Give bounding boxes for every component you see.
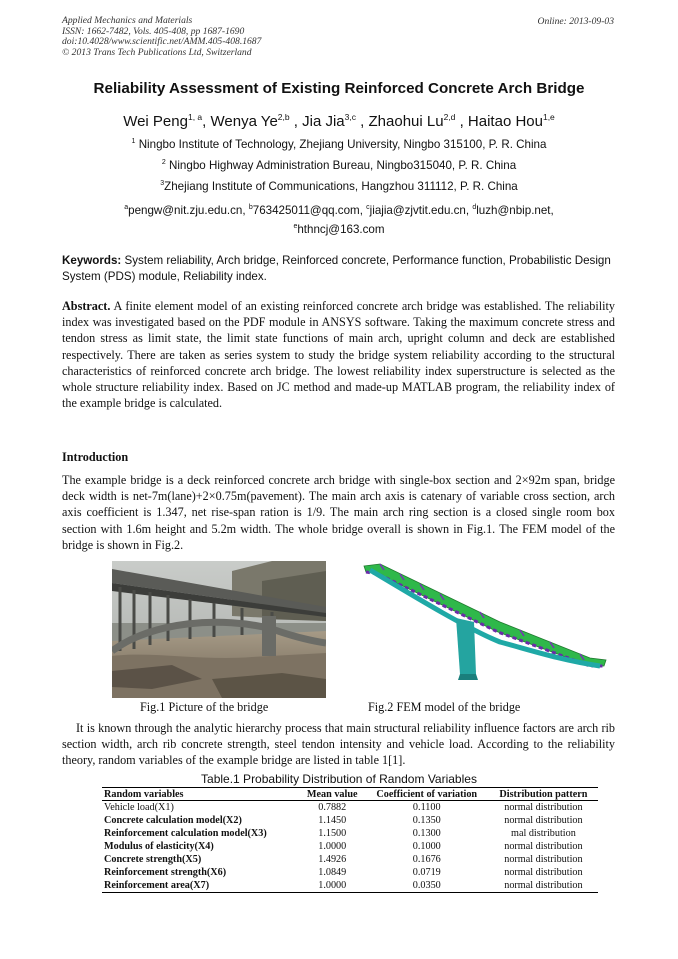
affiliation-text: Ningbo Highway Administration Bureau, Ningbo315040, P. R. China [168, 159, 517, 172]
mean-value: 1.4926 [318, 854, 347, 865]
mean-value: 1.1500 [318, 828, 347, 839]
intro-paragraph-1: The example bridge is a deck reinforced concrete arch bridge with single-box section and 2×92m span, bridge deck width is net-7m(lane)+2×0.75m(pavement). The main arch axis is catenary of variable cross section, arch axis coefficient is 1.347, net rise-span ration is 1/9. The main arch ring section is a closed single room box section with 1.6m height and 5.2m width. The whole bridge overall is shown in Fig.1. The FEM model of the bridge is shown in Fig.2. [62, 473, 615, 552]
keywords-label: Keywords: [62, 254, 122, 267]
paper-title: Reliability Assessment of Existing Reinforced Concrete Arch Bridge [93, 80, 585, 97]
affiliation [0, 159, 678, 172]
variable-name: Concrete calculation model(X2) [104, 815, 242, 826]
journal-header [62, 16, 261, 58]
email-address[interactable]: pengw@nit.zju.edu.cn, [128, 203, 246, 217]
affiliation [0, 138, 678, 151]
distribution-pattern: normal distribution [504, 841, 583, 852]
distribution-pattern: normal distribution [489, 879, 598, 893]
author-sup: 1,e [542, 112, 555, 122]
email-list [80, 200, 598, 238]
coefficient-of-variation: 0.1350 [412, 815, 441, 826]
variable-name: Vehicle load(X1) [104, 802, 174, 813]
table-row [102, 879, 598, 893]
distribution-pattern: mal distribution [511, 828, 576, 839]
table-header: Distribution pattern [489, 788, 598, 801]
variable-name: Reinforcement calculation model(X3) [104, 828, 267, 839]
table-header: Coefficient of variation [365, 788, 489, 801]
variable-name: Modulus of elasticity(X4) [104, 841, 214, 852]
mean-value: 1.0000 [318, 841, 347, 852]
author-name: Jia Jia [302, 113, 345, 130]
copyright-line: © 2013 Trans Tech Publications Ltd, Switzerland [62, 46, 252, 58]
author-sup: 1, a [187, 112, 203, 122]
email-sup: d [472, 204, 477, 211]
doi-line: doi:10.4028/www.scientific.net/AMM.405-408.1687 [62, 36, 262, 48]
email-sup: e [293, 222, 298, 230]
table-row [102, 827, 598, 840]
email-sup: c [366, 204, 370, 211]
table-header: Random variables [102, 788, 300, 801]
affiliation [0, 180, 678, 193]
author-sup: 3,c [344, 112, 356, 122]
affiliation-sup: 1 [131, 138, 136, 146]
fem-model-figure [360, 560, 608, 700]
author-name: Wenya Ye [210, 113, 278, 130]
mean-value: 1.0000 [300, 879, 365, 893]
email-address[interactable]: luzh@nbip.net, [476, 203, 554, 217]
coefficient-of-variation: 0.1100 [412, 802, 441, 813]
affiliation-sup: 3 [160, 180, 165, 188]
abstract-label: Abstract. [62, 299, 111, 313]
table-row [102, 814, 598, 827]
distribution-pattern: normal distribution [504, 802, 583, 813]
coefficient-of-variation: 0.1000 [412, 841, 441, 852]
distribution-pattern: normal distribution [504, 815, 583, 826]
affiliation-sup: 2 [161, 159, 166, 167]
email-sup: a [124, 204, 129, 211]
email-address[interactable]: 763425011@qq.com, [252, 203, 363, 217]
email-address[interactable]: jiajia@zjvtit.edu.cn, [369, 203, 470, 217]
fem-model-image [360, 560, 608, 700]
figure-2-caption: Fig.2 FEM model of the bridge [368, 700, 521, 714]
table-row [102, 801, 598, 815]
keywords-text: System reliability, Arch bridge, Reinforced concrete, Performance function, Probabilistic Design System (PDS) module, Reliability index. [62, 254, 611, 283]
table-row [102, 866, 598, 879]
variable-name: Concrete strength(X5) [104, 854, 202, 865]
bridge-photo-image [112, 561, 326, 698]
online-date: Online: 2013-09-03 [537, 16, 614, 27]
coefficient-of-variation: 0.0350 [365, 879, 489, 893]
email-sup: b [248, 204, 253, 211]
author-sup: 2,b [277, 112, 290, 122]
intro-paragraph-2: It is known through the analytic hierarchy process that main structural reliability influence factors are arch rib section width, arch rib concrete strength, steel tendon intensity and vehicle load. According to the reliability theory, random variables of the example bridge are listed in table 1[1]. [62, 721, 615, 768]
coefficient-of-variation: 0.1300 [412, 828, 441, 839]
table-row [102, 853, 598, 866]
author-name: Wei Peng [123, 113, 188, 130]
mean-value: 0.7882 [318, 802, 347, 813]
affiliation-text: Zhejiang Institute of Communications, Hangzhou 311112, P. R. China [164, 180, 518, 193]
variable-name: Reinforcement area(X7) [102, 879, 300, 893]
author-list: Wei Peng$^{1, a}$, Wenya Ye$^{2,b}$ , Jia Jia$^{3,c}$ , Zhaohui Lu$^{2,d}$ , Haitao Hou$^{1,e}$ [123, 112, 555, 130]
section-heading: Introduction [62, 450, 129, 464]
coefficient-of-variation: 0.0719 [412, 867, 441, 878]
table-header: Mean value [300, 788, 365, 801]
table-title: Table.1 Probability Distribution of Random Variables [201, 772, 477, 786]
coefficient-of-variation: 0.1676 [412, 854, 441, 865]
table-header-row [102, 788, 598, 801]
keywords [62, 253, 617, 284]
journal-name: Applied Mechanics and Materials [62, 15, 193, 26]
affiliation-text: Ningbo Institute of Technology, Zhejiang University, Ningbo 315100, P. R. China [138, 138, 547, 151]
author-name: Haitao Hou [467, 113, 543, 130]
abstract [62, 298, 615, 411]
random-variables-table [102, 787, 598, 893]
email-address[interactable]: hthncj@163.com [297, 222, 385, 236]
distribution-pattern: normal distribution [504, 854, 583, 865]
author-name: Zhaohui Lu [368, 113, 444, 130]
mean-value: 1.1450 [318, 815, 347, 826]
variable-name: Reinforcement strength(X6) [104, 867, 227, 878]
distribution-pattern: normal distribution [504, 867, 583, 878]
figure-1-caption: Fig.1 Picture of the bridge [140, 700, 269, 714]
bridge-photo [112, 561, 326, 698]
mean-value: 1.0849 [318, 867, 347, 878]
abstract-text: A finite element model of an existing reinforced concrete arch bridge was established. The reliability index was investigated based on the PDF module in ANSYS software. Taking the maximum concrete stress and tendon stress as limit state, the limit state functions of main arch, upright column and deck are established respectively. There are taken as series system to study the bridge system reliability according to the structural characteristics of reinforced concrete arch bridge. The lowest reliability index superstructure is selected as the whole structure reliability index. Based on JC method and made-up MATLAB program, the reliability index of the example bridge is calculated. [62, 299, 616, 411]
author-sup: 2,d [443, 112, 456, 122]
issn-line: ISSN: 1662-7482, Vols. 405-408, pp 1687-1690 [62, 25, 245, 37]
table-row [102, 840, 598, 853]
